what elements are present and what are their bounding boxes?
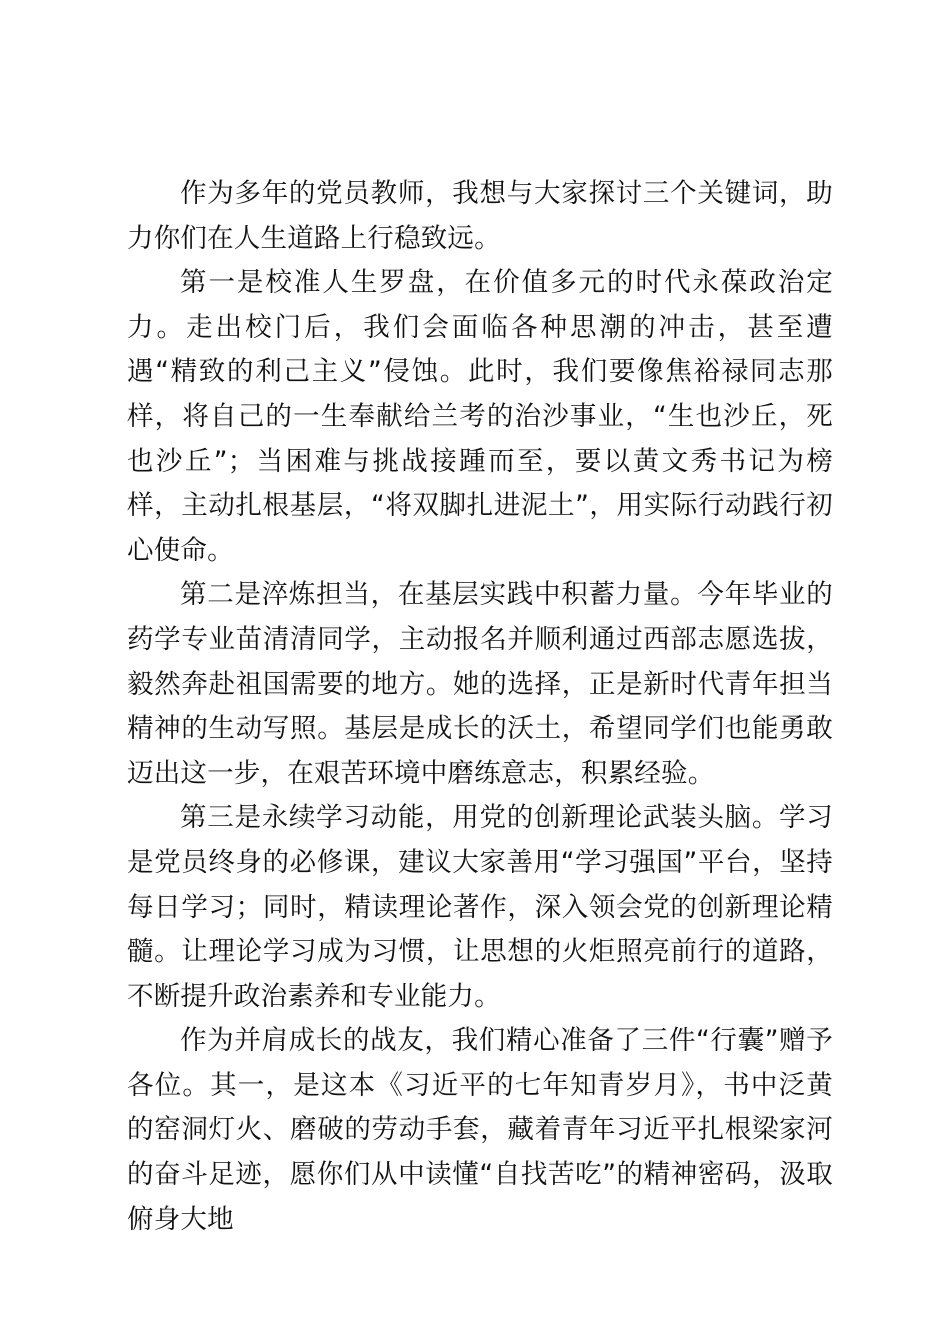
body-text [127, 172, 833, 1242]
paragraph-intro: 作为多年的党员教师，我想与大家探讨三个关键词，助力你们在人生道路上行稳致远。 [127, 178, 833, 254]
paragraph-first-point: 第一是校准人生罗盘，在价值多元的时代永葆政治定力。走出校门后，我们会面临各种思潮的冲击，甚至遭遇“精致的利己主义”侵蚀。此时，我们要像焦裕禄同志那样，将自己的一生奉献给兰考的治沙事业，“生也沙丘，死也沙丘”；当困难与挑战接踵而至，要以黄文秀书记为榜样，主动扎根基层，“将双脚扎进泥土”，用实际行动践行初心使命。 [127, 267, 833, 566]
paragraph-second-point: 第二是淬炼担当，在基层实践中积蓄力量。今年毕业的药学专业苗清清同学，主动报名并顺利通过西部志愿选拔，毅然奔赴祖国需要的地方。她的选择，正是新时代青年担当精神的生动写照。基层是成长的沃土，希望同学们也能勇敢迈出这一步，在艰苦环境中磨练意志，积累经验。 [127, 579, 833, 789]
paragraph-third-point: 第三是永续学习动能，用党的创新理论武装头脑。学习是党员终身的必修课，建议大家善用“学习强国”平台，坚持每日学习；同时，精读理论著作，深入领会党的创新理论精髓。让理论学习成为习惯，让思想的火炬照亮前行的道路，不断提升政治素养和专业能力。 [127, 802, 833, 1012]
paragraph-gifts: 作为并肩成长的战友，我们精心准备了三件“行囊”赠予各位。其一，是这本《习近平的七年知青岁月》，书中泛黄的窑洞灯火、磨破的劳动手套，藏着青年习近平扎根梁家河的奋斗足迹，愿你们从中读懂“自找苦吃”的精神密码，汲取俯身大地 [127, 1025, 833, 1235]
